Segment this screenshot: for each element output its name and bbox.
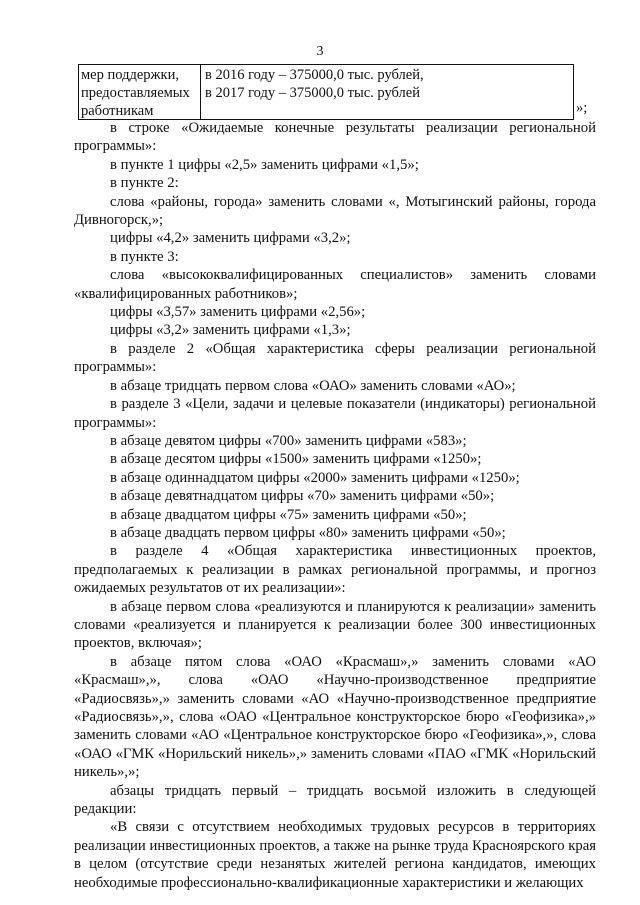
paragraph: в абзаце девятом цифры «700» заменить цифрами «583»; [110, 432, 467, 449]
paragraph: слова «высококвалифицированных специалистов» заменить словами «квалифицированных работников»; [74, 267, 596, 302]
table-right-cell [201, 65, 573, 102]
paragraph: в абзаце одиннадцатом цифры «2000» заменить цифрами «1250»; [110, 469, 520, 486]
paragraph: в абзаце тридцать первом слова «ОАО» заменить словами «АО»; [110, 377, 516, 394]
paragraph: цифры «3,2» заменить цифрами «1,3»; [110, 322, 351, 339]
paragraph: в разделе 2 «Общая характеристика сферы реализации региональной программы»: [74, 340, 596, 376]
table-right-line: в 2016 году – 375000,0 тыс. рублей, [205, 67, 424, 83]
table-left-cell [79, 65, 201, 119]
paragraph: «В связи с отсутствием необходимых трудовых ресурсов в территориях реализации инвестиционных проектов, а также на рынке труда Красноярского края в целом (отсутствие среди незанятых жителей региона кандидатов, имеющих необходимые профессионально-квалификационные характеристики и желающих [74, 819, 596, 891]
paragraph: в абзаце девятнадцатом цифры «70» заменить цифрами «50»; [110, 488, 495, 505]
paragraph: в пункте 3: [110, 248, 179, 265]
paragraph: цифры «3,57» заменить цифрами «2,56»; [110, 304, 366, 321]
table-left-line: предоставляемых [81, 85, 190, 101]
paragraph: в строке «Ожидаемые конечные результаты реализации региональной программы»: [74, 120, 596, 155]
paragraph: в пункте 1 цифры «2,5» заменить цифрами «1,5»; [110, 156, 419, 173]
table-right-line: в 2017 году – 375000,0 тыс. рублей [205, 85, 420, 101]
paragraph: абзацы тридцать первый – тридцать восьмой изложить в следующей редакции: [74, 782, 596, 818]
paragraph: в разделе 4 «Общая характеристика инвестиционных проектов, предполагаемых к реализации в рамках региональной программы, и прогноз ожидаемых результатов от их реализации»: [74, 543, 596, 597]
paragraph: в пункте 2: [110, 175, 179, 192]
paragraph: цифры «4,2» заменить цифрами «3,2»; [110, 230, 351, 247]
paragraph: в абзаце первом слова «реализуются и планируются к реализации» заменить словами «реализуется и планируется к реализации более 300 инвестиционных проектов, включая»; [74, 598, 596, 652]
table-left-line: работникам [81, 103, 154, 119]
page-number: 3 [316, 44, 324, 59]
body-text [74, 119, 596, 892]
paragraph: в абзаце пятом слова «ОАО «Красмаш»,» заменить словами «АО «Красмаш»,», слова «ОАО «Научно-производственное предприятие «Радиосвязь»,» заменить словами «АО «Научно-производственное предприятие «Радиосвязь»,», слова «ОАО «Центральное конструкторское бюро «Геофизика»,» заменить словами «АО «Центральное конструкторское бюро «Геофизика»,», слова «ОАО «ГМК «Норильский никель»,» заменить словами «ПАО «ГМК «Норильский никель»,»; [74, 653, 596, 781]
paragraph: в абзаце десятом цифры «1500» заменить цифрами «1250»; [110, 451, 482, 468]
paragraph: в разделе 3 «Цели, задачи и целевые показатели (индикаторы) региональной программы»: [74, 396, 596, 431]
table-fragment [78, 64, 574, 120]
paragraph: слова «районы, города» заменить словами «, Мотыгинский районы, города Дивногорск,»; [74, 193, 596, 229]
table-left-line: мер поддержки, [81, 67, 179, 83]
table-closing-quote: »; [576, 100, 588, 116]
paragraph: в абзаце двадцать первом цифры «80» заменить цифрами «50»; [110, 524, 506, 541]
paragraph: в абзаце двадцатом цифры «75» заменить цифрами «50»; [110, 506, 467, 523]
